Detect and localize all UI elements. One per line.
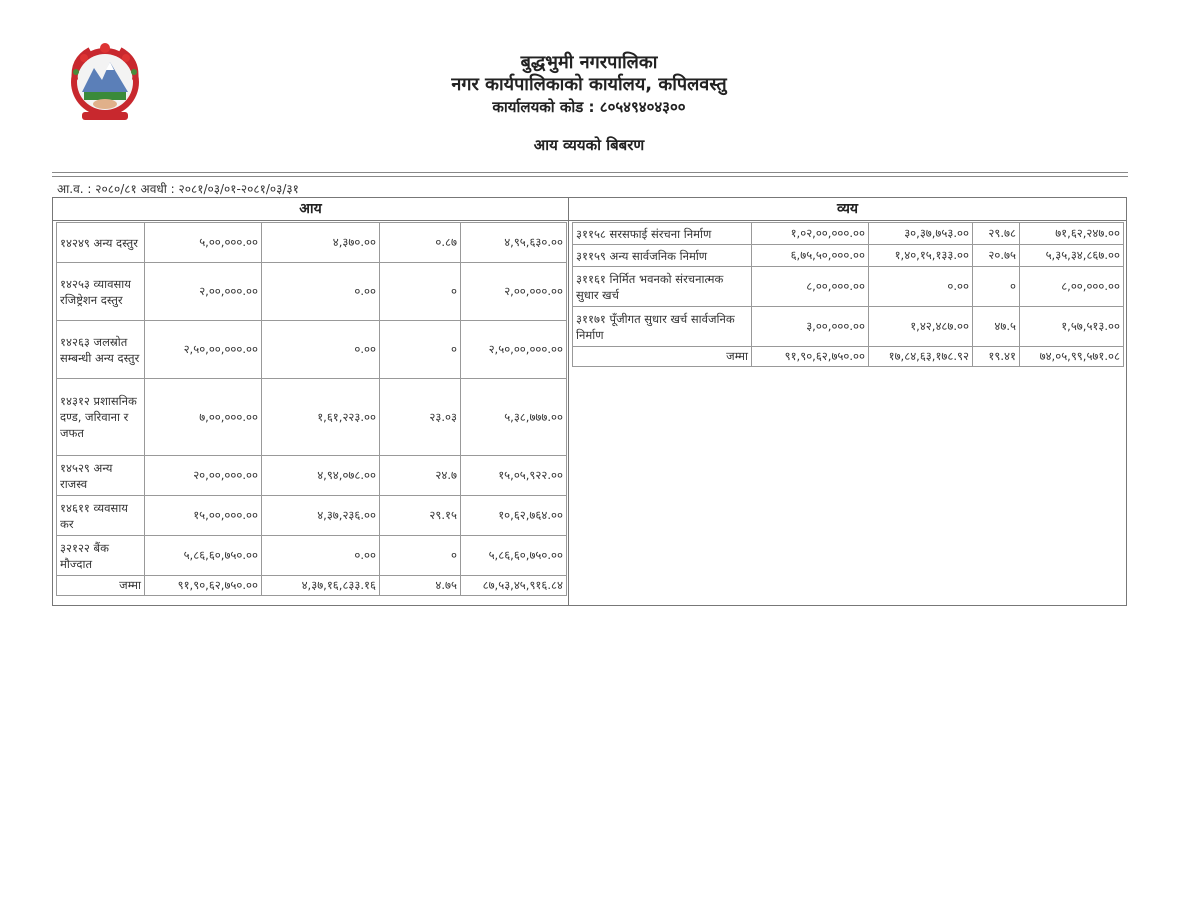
account-description: ३११५८ सरसफाई संरचना निर्माण — [573, 223, 752, 245]
table-row — [573, 223, 1124, 245]
total-row — [57, 576, 567, 596]
total-label: जम्मा — [57, 576, 145, 596]
remaining-amount: ४,९५,६३०.०० — [461, 223, 567, 263]
account-description: ३११६१ निर्मित भवनको संरचनात्मक सुधार खर्च — [573, 267, 752, 307]
remaining-amount: २,००,०००.०० — [461, 263, 567, 321]
fiscal-period: आ.व. : २०८०/८१ अवधी : २०८१/०३/०१-२०८१/०३/३१ — [57, 182, 299, 196]
account-description: १४६११ व्यवसाय कर — [57, 496, 145, 536]
table-row — [573, 267, 1124, 307]
table-row — [57, 263, 567, 321]
budget-amount: ८,००,०००.०० — [752, 267, 869, 307]
total-budget: ९१,९०,६२,७५०.०० — [752, 347, 869, 367]
current-amount: १,६१,२२३.०० — [262, 379, 380, 456]
percent-value: ० — [380, 263, 461, 321]
statement-frame — [52, 197, 1127, 606]
percent-value: ०.८७ — [380, 223, 461, 263]
table-row — [57, 456, 567, 496]
expense-section — [569, 198, 1126, 605]
total-percent: ४.७५ — [380, 576, 461, 596]
remaining-amount: १,५७,५१३.०० — [1020, 307, 1124, 347]
account-description: ३२१२२ बैंक मौज्दात — [57, 536, 145, 576]
percent-value: ० — [380, 321, 461, 379]
budget-amount: २,५०,००,०००.०० — [145, 321, 262, 379]
table-row — [573, 245, 1124, 267]
percent-value: ० — [973, 267, 1020, 307]
account-description: १४२६३ जलस्रोत सम्बन्धी अन्य दस्तुर — [57, 321, 145, 379]
total-percent: १९.४१ — [973, 347, 1020, 367]
remaining-amount: १५,०५,९२२.०० — [461, 456, 567, 496]
report-header — [0, 52, 1178, 155]
total-remaining: ८७,५३,४५,९१६.८४ — [461, 576, 567, 596]
budget-amount: २,००,०००.०० — [145, 263, 262, 321]
expense-table — [572, 222, 1124, 367]
report-title: आय व्ययको बिबरण — [533, 136, 645, 154]
percent-value: ० — [380, 536, 461, 576]
percent-value: २४.७ — [380, 456, 461, 496]
remaining-amount: २,५०,००,०००.०० — [461, 321, 567, 379]
expense-heading: व्यय — [569, 198, 1126, 221]
total-current: ४,३७,१६,८३३.१६ — [262, 576, 380, 596]
office-code: कार्यालयको कोड : ८०५४९४०४३०० — [492, 98, 686, 116]
account-description: ३११५९ अन्य सार्वजनिक निर्माण — [573, 245, 752, 267]
account-description: १४५२९ अन्य राजस्व — [57, 456, 145, 496]
budget-amount: ७,००,०००.०० — [145, 379, 262, 456]
budget-amount: ५,८६,६०,७५०.०० — [145, 536, 262, 576]
income-section — [53, 198, 569, 605]
current-amount: १,४२,४८७.०० — [869, 307, 973, 347]
remaining-amount: ८,००,०००.०० — [1020, 267, 1124, 307]
current-amount: १,४०,१५,१३३.०० — [869, 245, 973, 267]
remaining-amount: ५,३५,३४,८६७.०० — [1020, 245, 1124, 267]
total-row — [573, 347, 1124, 367]
percent-value: २३.०३ — [380, 379, 461, 456]
percent-value: २०.७५ — [973, 245, 1020, 267]
header-divider — [52, 172, 1128, 177]
current-amount: ४,३७०.०० — [262, 223, 380, 263]
remaining-amount: १०,६२,७६४.०० — [461, 496, 567, 536]
remaining-amount: ७१,६२,२४७.०० — [1020, 223, 1124, 245]
municipality-name: बुद्धभुमी नगरपालिका — [520, 52, 658, 73]
table-row — [57, 321, 567, 379]
office-name: नगर कार्यपालिकाको कार्यालय, कपिलवस्तु — [451, 74, 727, 95]
table-row — [57, 496, 567, 536]
account-description: १४३१२ प्रशासनिक दण्ड, जरिवाना र जफत — [57, 379, 145, 456]
current-amount: ३०,३७,७५३.०० — [869, 223, 973, 245]
current-amount: ०.०० — [262, 321, 380, 379]
remaining-amount: ५,८६,६०,७५०.०० — [461, 536, 567, 576]
table-row — [57, 379, 567, 456]
current-amount: ०.०० — [262, 536, 380, 576]
account-description: ३११७१ पूँजीगत सुधार खर्च सार्वजनिक निर्माण — [573, 307, 752, 347]
percent-value: २९.७८ — [973, 223, 1020, 245]
current-amount: ०.०० — [262, 263, 380, 321]
budget-amount: ५,००,०००.०० — [145, 223, 262, 263]
account-description: १४२४९ अन्य दस्तुर — [57, 223, 145, 263]
table-row — [57, 223, 567, 263]
total-current: १७,८४,६३,१७८.९२ — [869, 347, 973, 367]
current-amount: ४,९४,०७८.०० — [262, 456, 380, 496]
income-heading: आय — [53, 198, 568, 221]
current-amount: ४,३७,२३६.०० — [262, 496, 380, 536]
remaining-amount: ५,३८,७७७.०० — [461, 379, 567, 456]
budget-amount: २०,००,०००.०० — [145, 456, 262, 496]
budget-amount: ३,००,०००.०० — [752, 307, 869, 347]
percent-value: २९.१५ — [380, 496, 461, 536]
budget-amount: १५,००,०००.०० — [145, 496, 262, 536]
total-remaining: ७४,०५,९९,५७१.०८ — [1020, 347, 1124, 367]
income-table — [56, 222, 567, 596]
budget-amount: १,०२,००,०००.०० — [752, 223, 869, 245]
account-description: १४२५३ व्यावसाय रजिष्ट्रेशन दस्तुर — [57, 263, 145, 321]
table-row — [573, 307, 1124, 347]
percent-value: ४७.५ — [973, 307, 1020, 347]
table-row — [57, 536, 567, 576]
budget-amount: ६,७५,५०,०००.०० — [752, 245, 869, 267]
total-label: जम्मा — [573, 347, 752, 367]
total-budget: ९१,९०,६२,७५०.०० — [145, 576, 262, 596]
current-amount: ०.०० — [869, 267, 973, 307]
